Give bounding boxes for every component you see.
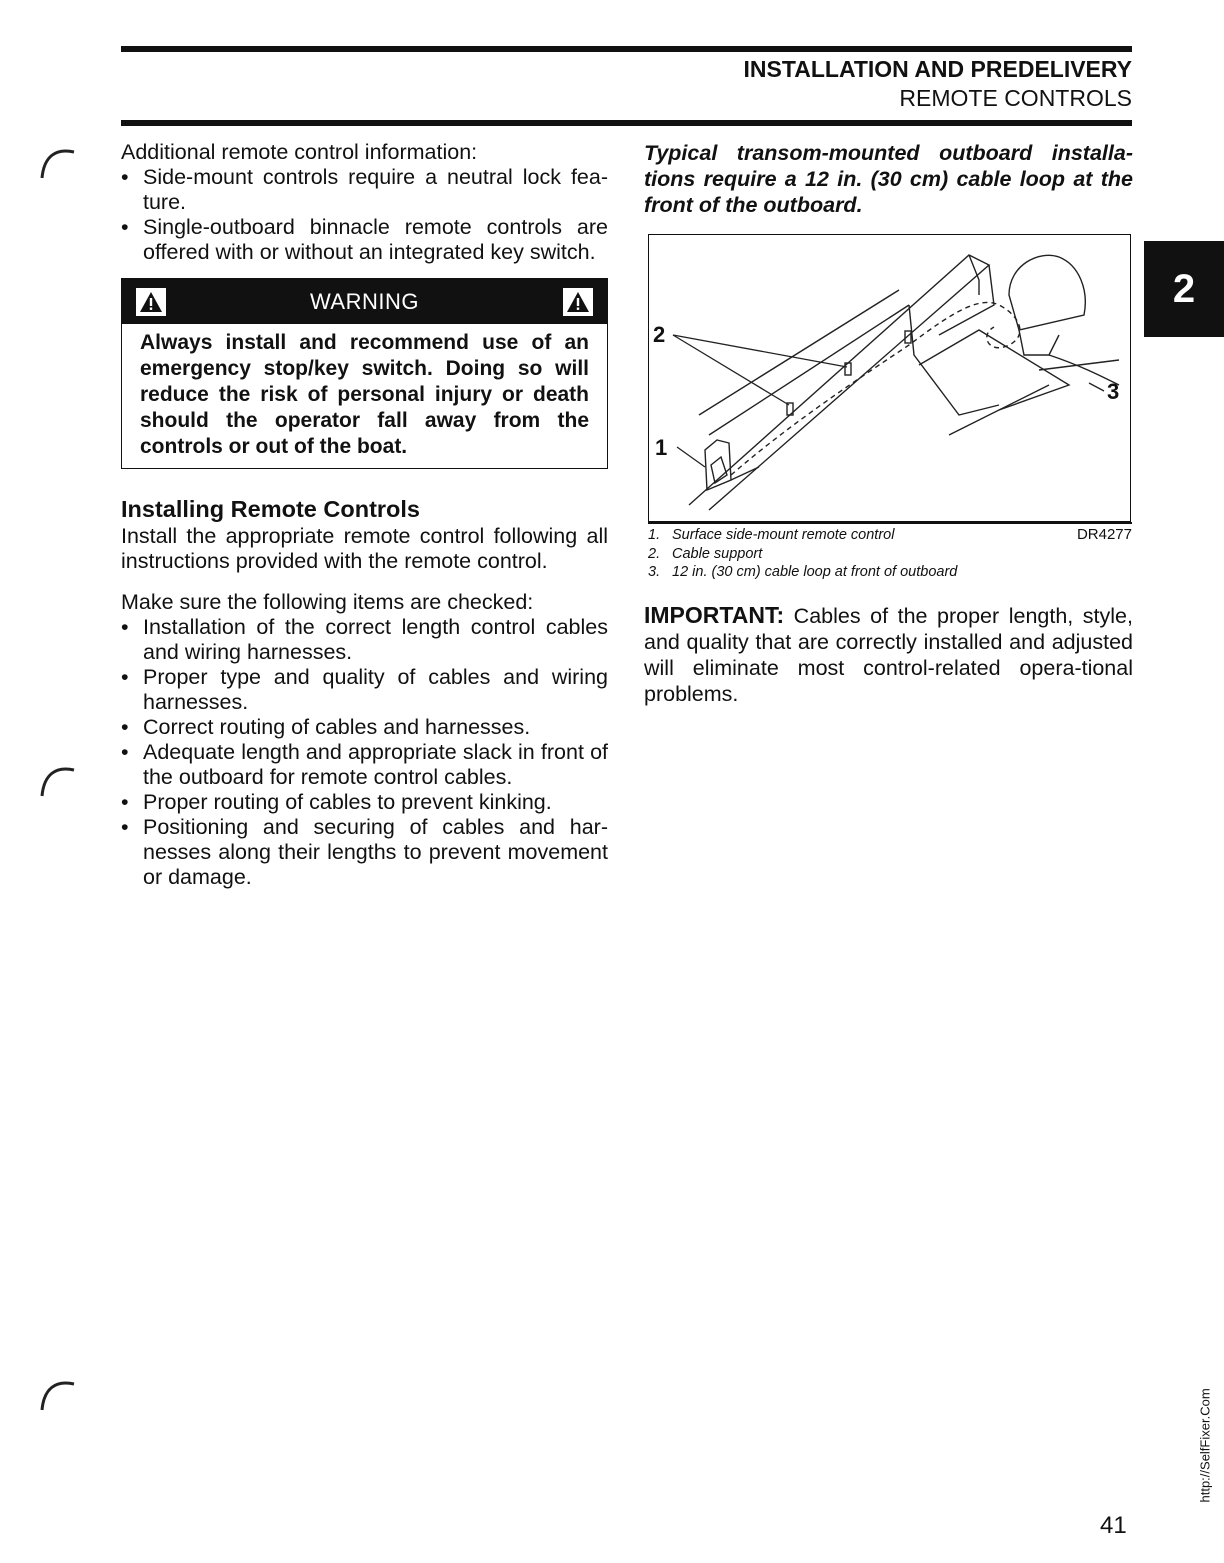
legend-item: 3. 12 in. (30 cm) cable loop at front of outboard xyxy=(648,564,958,580)
list-item: • Correct routing of cables and harnesses. xyxy=(121,715,608,740)
figure-rule xyxy=(648,522,1132,524)
checklist xyxy=(121,615,608,890)
left-column xyxy=(121,140,608,890)
list-item: • Adequate length and appropriate slack in front of the outboard for remote control cables. xyxy=(121,740,608,790)
cable-installation-figure xyxy=(648,234,1131,522)
binder-hole-mark xyxy=(36,142,76,182)
subsection-title: REMOTE CONTROLS xyxy=(899,85,1132,111)
list-item: • Single-outboard binnacle remote controls are offered with or without an integrated key switch. xyxy=(121,215,608,265)
header-rule-top xyxy=(121,46,1132,52)
warning-header xyxy=(122,279,607,324)
intro-bullet-list xyxy=(121,165,608,265)
list-item: • Proper type and quality of cables and wiring harnesses. xyxy=(121,665,608,715)
header-rule-bottom xyxy=(121,120,1132,126)
intro-text: Additional remote control information: xyxy=(121,140,478,164)
warning-triangle-icon xyxy=(563,288,593,316)
right-column xyxy=(644,140,1133,218)
warning-text: Always install and recommend use of an emergency stop/key switch. Doing so will reduce the risk of personal injury or death should the operator fall away from the controls or out of the boat. xyxy=(140,331,589,458)
important-note xyxy=(644,602,1133,707)
callout-2: 2 xyxy=(653,322,666,347)
boat-transom-illustration xyxy=(649,235,1130,521)
page-number: 41 xyxy=(1100,1512,1127,1539)
list-item: • Installation of the correct length control cables and wiring harnesses. xyxy=(121,615,608,665)
section-paragraph: Install the appropriate remote control following all instructions provided with the remote control. xyxy=(121,524,608,573)
list-item: • Proper routing of cables to prevent kinking. xyxy=(121,790,608,815)
list-item: • Side-mount controls require a neutral lock fea-ture. xyxy=(121,165,608,215)
figure-id: DR4277 xyxy=(1076,526,1132,543)
callout-1: 1 xyxy=(655,435,668,460)
checklist-intro: Make sure the following items are checked: xyxy=(121,590,534,614)
section-title: INSTALLATION AND PREDELIVERY xyxy=(743,56,1132,82)
warning-title: WARNING xyxy=(309,289,419,314)
callout-3: 3 xyxy=(1107,379,1120,404)
important-text: Cables of the proper length, style, and quality that are correctly installed and adjusted will eliminate most control-related opera-tional problems. xyxy=(644,604,1133,706)
warning-box xyxy=(121,278,608,469)
binder-hole-mark xyxy=(36,1374,76,1414)
list-item: • Positioning and securing of cables and har-nesses along their lengths to prevent movement or damage. xyxy=(121,815,608,890)
legend-item: 1. Surface side-mount remote control xyxy=(648,527,895,543)
binder-hole-mark xyxy=(36,760,76,800)
section-heading: Installing Remote Controls xyxy=(121,496,420,522)
side-url: http://SelfFixer.Com xyxy=(1197,1388,1213,1503)
chapter-tab: 2 xyxy=(1144,241,1224,337)
warning-triangle-icon xyxy=(136,288,166,316)
figure-legend xyxy=(648,526,1132,582)
legend-item: 2. Cable support xyxy=(648,545,763,562)
figure-caption: Typical transom-mounted outboard installa-tions require a 12 in. (30 cm) cable loop at the front of the outboard. xyxy=(644,141,1133,217)
important-label: IMPORTANT: xyxy=(644,602,785,628)
